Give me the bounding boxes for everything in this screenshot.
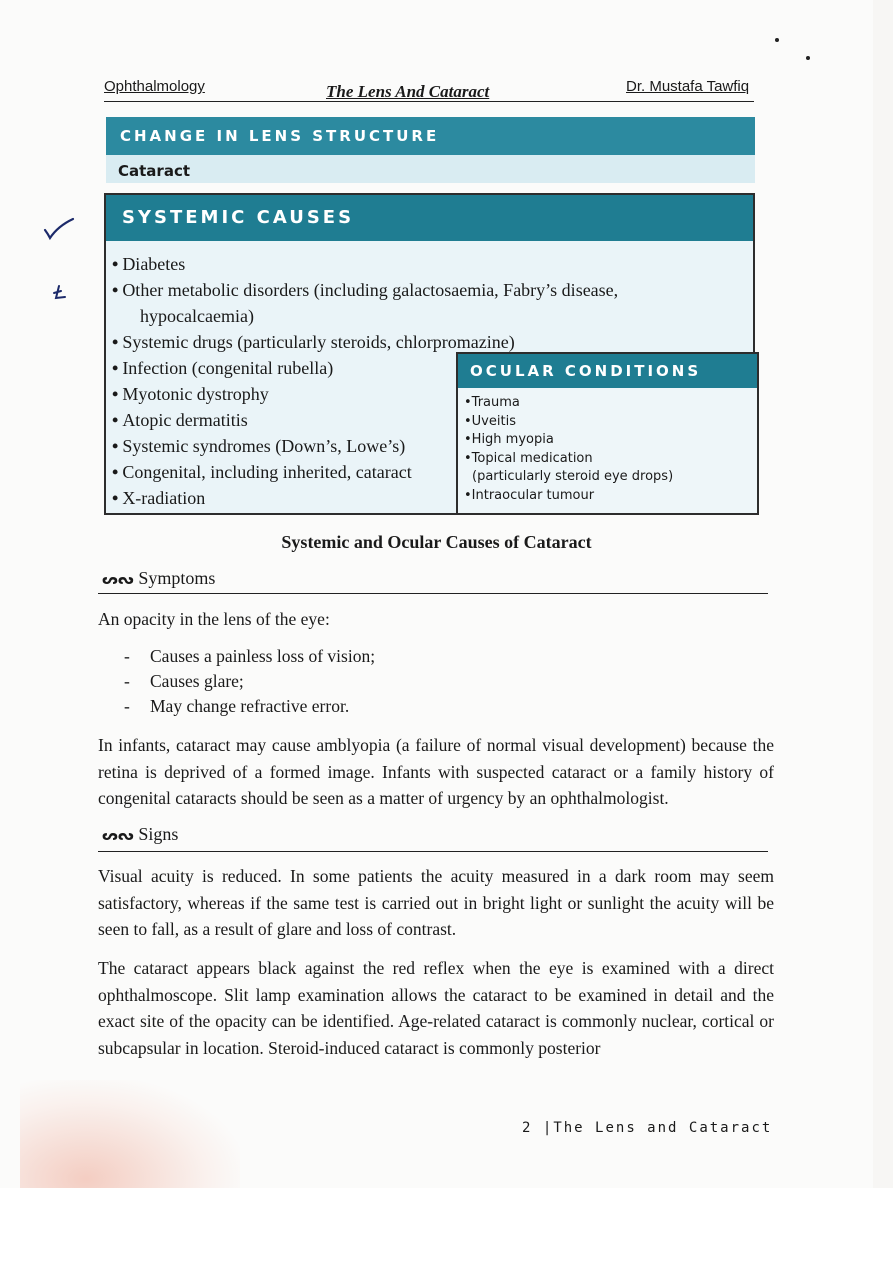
symptoms-paragraph: In infants, cataract may cause amblyopia (a failure of normal visual development) because the retina is deprived of a formed image. Infants with suspected cataract or a family history of congenital cataracts should be seen as a matter of urgency by an ophthalmologist. (98, 735, 774, 808)
page-footer (522, 1120, 772, 1136)
symptoms-list (124, 644, 375, 719)
list-item: • Other metabolic disorders (including galactosaemia, Fabry’s disease, (112, 280, 619, 300)
ornament-icon: ᔕᔓ (102, 572, 134, 588)
signs-paragraph-1: Visual acuity is reduced. In some patients the acuity measured in a dark room may seem satisfactory, whereas if the same test is carried out in bright light or sunlight the acuity will be seen to fall, as a result of glare and loss of contrast. (98, 866, 774, 939)
signs-paragraph-2: The cataract appears black against the red reflex when the eye is examined with a direct ophthalmoscope. Slit lamp examination allows the cataract to be examined in detail and the exact site of the opacity can be identified. Age-related cataract is commonly nuclear, cortical or subcapsular in location. Steroid-induced cataract is commonly posterior (98, 958, 774, 1058)
header-subject: Ophthalmology (104, 78, 205, 95)
footer-running-title: The Lens and Cataract (553, 1120, 773, 1136)
list-item: • Congenital, including inherited, cataract (112, 462, 412, 482)
structure-banner-heading: CHANGE IN LENS STRUCTURE (106, 117, 755, 155)
header-author: Dr. Mustafa Tawfiq (626, 78, 750, 95)
header-title: The Lens And Cataract (326, 82, 490, 101)
ocular-conditions-list (464, 394, 673, 505)
symptoms-heading (102, 568, 215, 589)
list-item: • Infection (congenital rubella) (112, 358, 334, 378)
handwritten-mark-icon (50, 284, 70, 302)
structure-banner-subheading: Cataract (118, 162, 191, 180)
scan-stain (20, 1080, 240, 1190)
scan-margin (0, 1188, 893, 1263)
list-item: - Causes a painless loss of vision; (124, 646, 376, 666)
list-item: • X-radiation (112, 488, 206, 508)
list-item: •Topical medication (464, 450, 593, 466)
symptoms-intro: An opacity in the lens of the eye: (98, 609, 330, 629)
section-rule (98, 851, 768, 852)
ocular-conditions-heading: OCULAR CONDITIONS (458, 354, 757, 388)
list-item: • Systemic drugs (particularly steroids, chlorpromazine) (112, 332, 515, 352)
ocular-conditions-box (456, 352, 759, 515)
signs-heading-text: Signs (138, 824, 179, 844)
symptoms-heading-text: Symptoms (138, 568, 216, 588)
footer-separator: | (542, 1120, 554, 1136)
ornament-icon: ᔕᔓ (102, 828, 134, 844)
list-item: •Intraocular tumour (464, 487, 595, 503)
list-item-continuation: hypocalcaemia) (140, 306, 254, 326)
structure-banner (106, 117, 755, 183)
list-item: • Systemic syndromes (Down’s, Lowe’s) (112, 436, 406, 456)
signs-heading (102, 824, 178, 845)
figure-caption: Systemic and Ocular Causes of Cataract (281, 532, 592, 552)
list-item: •Uveitis (464, 413, 516, 429)
speck (775, 38, 779, 42)
list-item: •Trauma (464, 395, 520, 410)
list-item: • Atopic dermatitis (112, 410, 248, 430)
header-rule (104, 101, 754, 102)
page-number: 2 (522, 1120, 533, 1136)
section-rule (98, 593, 768, 594)
list-item: • Myotonic dystrophy (112, 384, 269, 404)
handwritten-check-icon (42, 216, 76, 242)
list-item-continuation: (particularly steroid eye drops) (472, 469, 674, 484)
systemic-causes-heading: SYSTEMIC CAUSES (106, 195, 753, 241)
list-item: - Causes glare; (124, 671, 244, 691)
list-item: • Diabetes (112, 254, 186, 274)
list-item: - May change refractive error. (124, 696, 350, 716)
speck (806, 56, 810, 60)
list-item: •High myopia (464, 432, 554, 447)
